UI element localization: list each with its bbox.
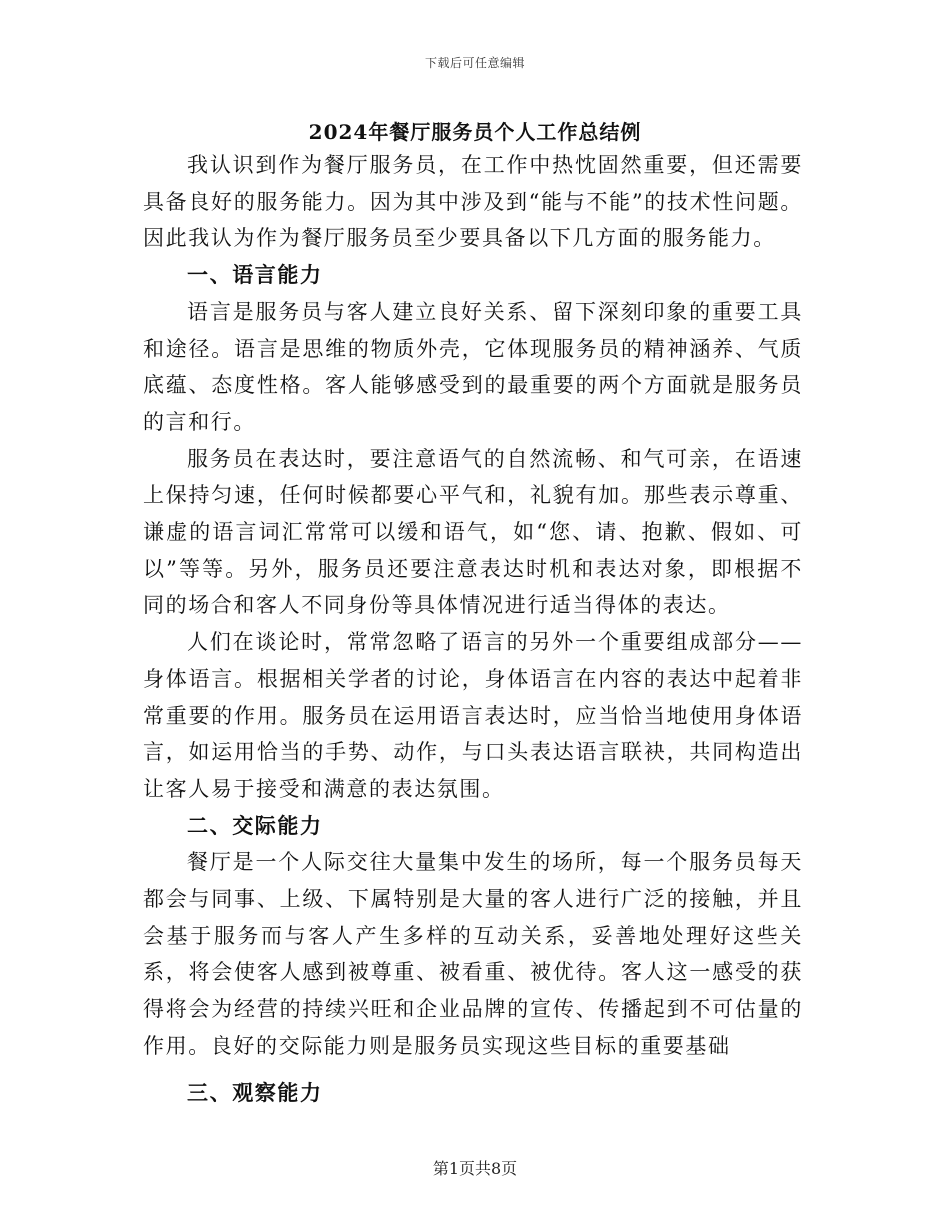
body-paragraph: 语言是服务员与客人建立良好关系、留下深刻印象的重要工具和途径。语言是思维的物质外壳，它体现服务员的精神涵养、气质底蕴、态度性格。客人能够感受到的最重要的两个方面就是服务员的言和行。 [143, 299, 803, 434]
page-number: 第1页共8页 [432, 1159, 518, 1178]
section-heading-observation: 三、观察能力 [187, 1079, 323, 1105]
body-paragraph: 服务员在表达时，要注意语气的自然流畅、和气可亲，在语速上保持匀速，任何时候都要心平气和，礼貌有加。那些表示尊重、谦虚的语言词汇常常可以缓和语气，如“您、请、抱歉、假如、可以”等等。另外，服务员还要注意表达时机和表达对象，即根据不同的场合和客人不同身份等具体情况进行适当得体的表达。 [143, 446, 803, 618]
section-heading-social: 二、交际能力 [187, 812, 323, 838]
header-note: 下载后可任意编辑 [424, 56, 525, 70]
section-heading-language: 一、语言能力 [187, 262, 323, 288]
body-paragraph: 人们在谈论时，常常忽略了语言的另外一个重要组成部分——身体语言。根据相关学者的讨论，身体语言在内容的表达中起着非常重要的作用。服务员在运用语言表达时，应当恰当地使用身体语言，如运用恰当的手势、动作，与口头表达语言联袂，共同构造出让客人易于接受和满意的表达氛围。 [143, 630, 803, 801]
body-paragraph: 餐厅是一个人际交往大量集中发生的场所，每一个服务员每天都会与同事、上级、下属特别是大量的客人进行广泛的接触，并且会基于服务而与客人产生多样的互动关系，妥善地处理好这些关系，将会使客人感到被尊重、被看重、被优待。客人这一感受的获得将会为经营的持续兴旺和企业品牌的宣传、传播起到不可估量的作用。良好的交际能力则是服务员实现这些目标的重要基础 [143, 850, 803, 1058]
document-title: 2024年餐厅服务员个人工作总结例 [308, 120, 642, 144]
document-body [143, 147, 803, 1111]
intro-paragraph: 我认识到作为餐厅服务员，在工作中热忱固然重要，但还需要具备良好的服务能力。因为其中涉及到“能与不能”的技术性问题。因此我认为作为餐厅服务员至少要具备以下几方面的服务能力。 [143, 153, 803, 251]
